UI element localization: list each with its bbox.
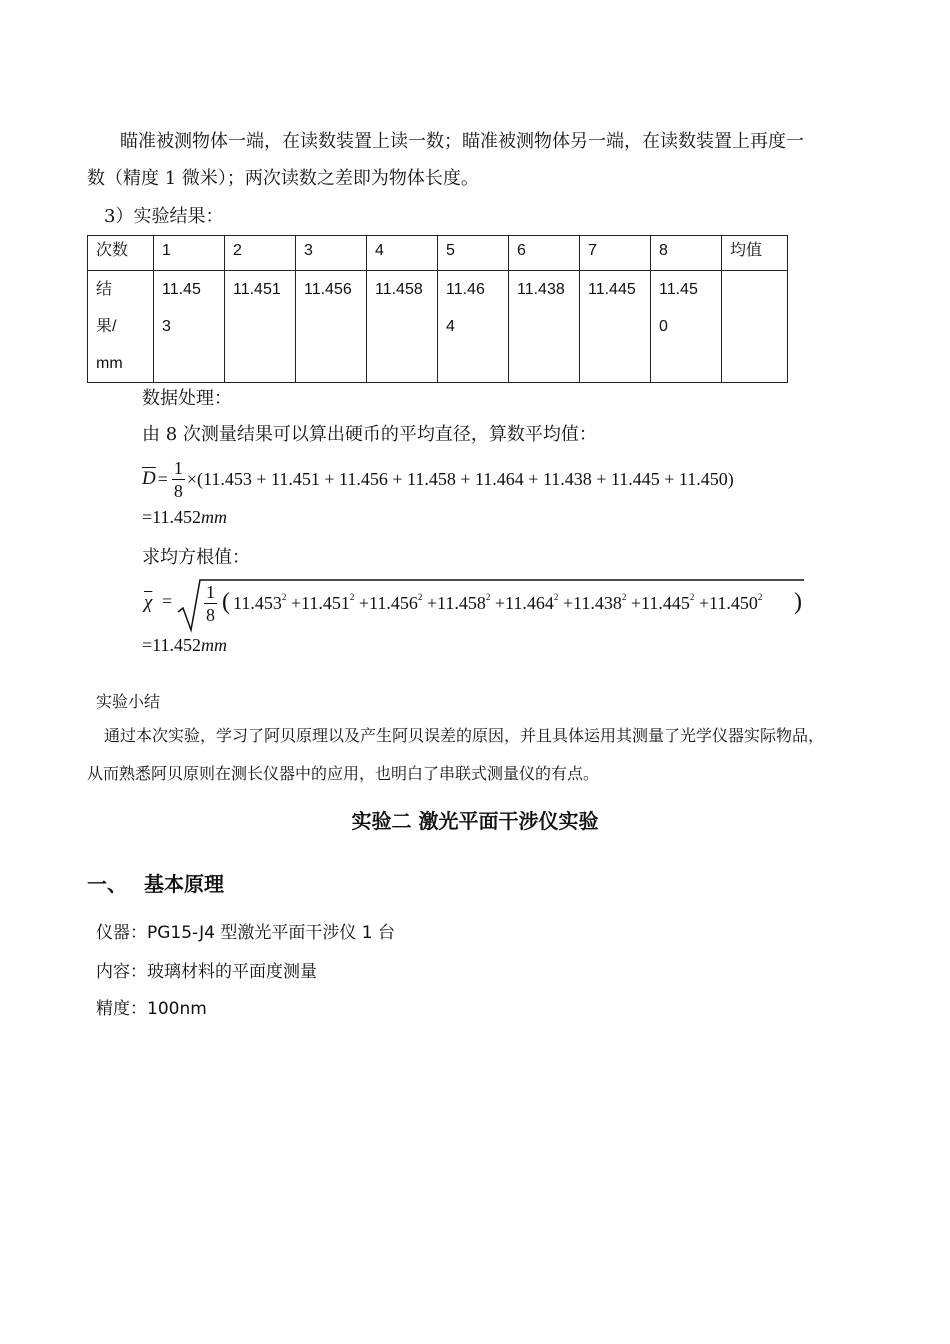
rms-term: 11.445$^2$ <box>641 592 695 613</box>
table-cell <box>296 271 367 383</box>
cell-line: 11.438 <box>517 281 565 298</box>
summary-title: 实验小结 <box>96 692 161 711</box>
exponent: 2 <box>349 592 355 602</box>
rms-sum <box>233 592 762 614</box>
summary-line: 通过本次实验，学习了阿贝原理以及产生阿贝误差的原因，并且具体运用其测量了光学仪器实际物品， <box>104 726 825 745</box>
section-title: 基本原理 <box>144 872 224 896</box>
rms-term: 11.450$^2$ <box>709 592 763 613</box>
mean-result <box>142 507 227 528</box>
plus-sign: + <box>354 593 369 613</box>
cell-line: 0 <box>659 318 668 335</box>
table-cell: 2 <box>225 236 296 271</box>
cell-line: 11.45 <box>162 281 201 298</box>
cell-line: 3 <box>162 318 171 335</box>
table-cell <box>580 271 651 383</box>
rms-term: 11.438$^2$ <box>573 592 627 613</box>
cell-line: 4 <box>446 318 455 335</box>
rms-term: 11.456$^2$ <box>369 592 423 613</box>
exponent: 2 <box>417 592 423 602</box>
fraction <box>204 581 217 626</box>
precision-line: 精度：100nm <box>96 999 207 1019</box>
table-cell: 6 <box>509 236 580 271</box>
plus-sign: + <box>626 593 641 613</box>
table-cell <box>438 271 509 383</box>
table-cell <box>225 271 296 383</box>
rms-term: 11.458$^2$ <box>437 592 491 613</box>
fraction-numerator: 1 <box>173 457 183 478</box>
table-cell: 均值 <box>722 236 788 271</box>
results-table <box>87 235 788 383</box>
table-cell <box>651 271 722 383</box>
row-label-cell <box>88 271 154 383</box>
rms-result-unit: mm <box>200 635 227 655</box>
table-cell: 3 <box>296 236 367 271</box>
rms-term: 11.464$^2$ <box>505 592 559 613</box>
rms-symbol: $\overline{\chi}$ <box>144 592 153 613</box>
rms-term: 11.453$^2$ <box>233 592 287 613</box>
fraction-numerator: 1 <box>206 582 215 602</box>
exponent: 2 <box>757 592 763 602</box>
rms-result-value: =11.452 <box>142 635 201 655</box>
row-label-line: 果/ <box>96 318 117 335</box>
mean-formula: $\overline{D}$ = $\frac{1}{8}$ × (11.453 + 11.451 + 11.456 + 11.458 + 11.464 + 11.438 + 11.445 + 11.450) <box>142 457 734 501</box>
table-cell: 4 <box>367 236 438 271</box>
table-row <box>88 271 788 383</box>
fraction <box>172 457 185 502</box>
experiment2-title: 实验二 激光平面干涉仪实验 <box>351 809 599 833</box>
plus-sign: + <box>694 593 709 613</box>
table-header-row <box>88 236 788 271</box>
paragraph-line: 数（精度 1 微米）；两次读数之差即为物体长度。 <box>87 168 479 189</box>
exponent: 2 <box>553 592 559 602</box>
table-cell <box>154 271 225 383</box>
table-cell: 7 <box>580 236 651 271</box>
table-cell-mean <box>722 271 788 383</box>
table-cell: 8 <box>651 236 722 271</box>
instrument-line: 仪器：PG15-J4 型激光平面干涉仪 1 台 <box>96 923 395 943</box>
table-cell <box>509 271 580 383</box>
row-label-line: 结 <box>96 281 113 298</box>
mean-sum: (11.453 + 11.451 + 11.456 + 11.458 + 11.464 + 11.438 + 11.445 + 11.450) <box>197 468 734 489</box>
table-cell: 次数 <box>88 236 154 271</box>
fraction-denominator: 8 <box>206 605 215 625</box>
exponent: 2 <box>281 592 287 602</box>
exponent: 2 <box>485 592 491 602</box>
rms-label: 求均方根值： <box>142 547 250 568</box>
processing-intro: 由 8 次测量结果可以算出硬币的平均直径，算数平均值： <box>142 424 597 445</box>
table-cell: 5 <box>438 236 509 271</box>
cell-line: 11.456 <box>304 281 352 298</box>
table-cell: 1 <box>154 236 225 271</box>
times-sign: × <box>186 468 198 489</box>
processing-label: 数据处理： <box>142 388 232 409</box>
content-line: 内容：玻璃材料的平面度测量 <box>96 962 317 982</box>
plus-sign: + <box>490 593 505 613</box>
paragraph-line: 瞄准被测物体一端，在读数装置上读一数；瞄准被测物体另一端，在读数装置上再度一 <box>120 131 804 152</box>
cell-line: 11.458 <box>375 281 423 298</box>
mean-result-unit: mm <box>200 507 227 527</box>
plus-sign: + <box>286 593 301 613</box>
section-number: 一、 <box>87 872 127 896</box>
fraction-denominator: 8 <box>173 480 183 501</box>
cell-line: 11.445 <box>588 281 636 298</box>
mean-symbol: $\overline{D}$ <box>142 468 156 489</box>
cell-line: 11.45 <box>659 281 698 298</box>
row-label-line: mm <box>96 355 123 372</box>
rms-result <box>142 635 227 656</box>
exponent: 2 <box>621 592 627 602</box>
results-heading: 3）实验结果： <box>104 206 224 227</box>
mean-result-value: =11.452 <box>142 507 201 527</box>
summary-line: 从而熟悉阿贝原则在测长仪器中的应用，也明白了串联式测量仪的有点。 <box>87 764 600 783</box>
plus-sign: + <box>422 593 437 613</box>
exponent: 2 <box>689 592 695 602</box>
plus-sign: + <box>558 593 573 613</box>
cell-line: 11.46 <box>446 281 485 298</box>
cell-line: 11.451 <box>233 281 281 298</box>
rms-term: 11.451$^2$ <box>301 592 355 613</box>
table-cell <box>367 271 438 383</box>
